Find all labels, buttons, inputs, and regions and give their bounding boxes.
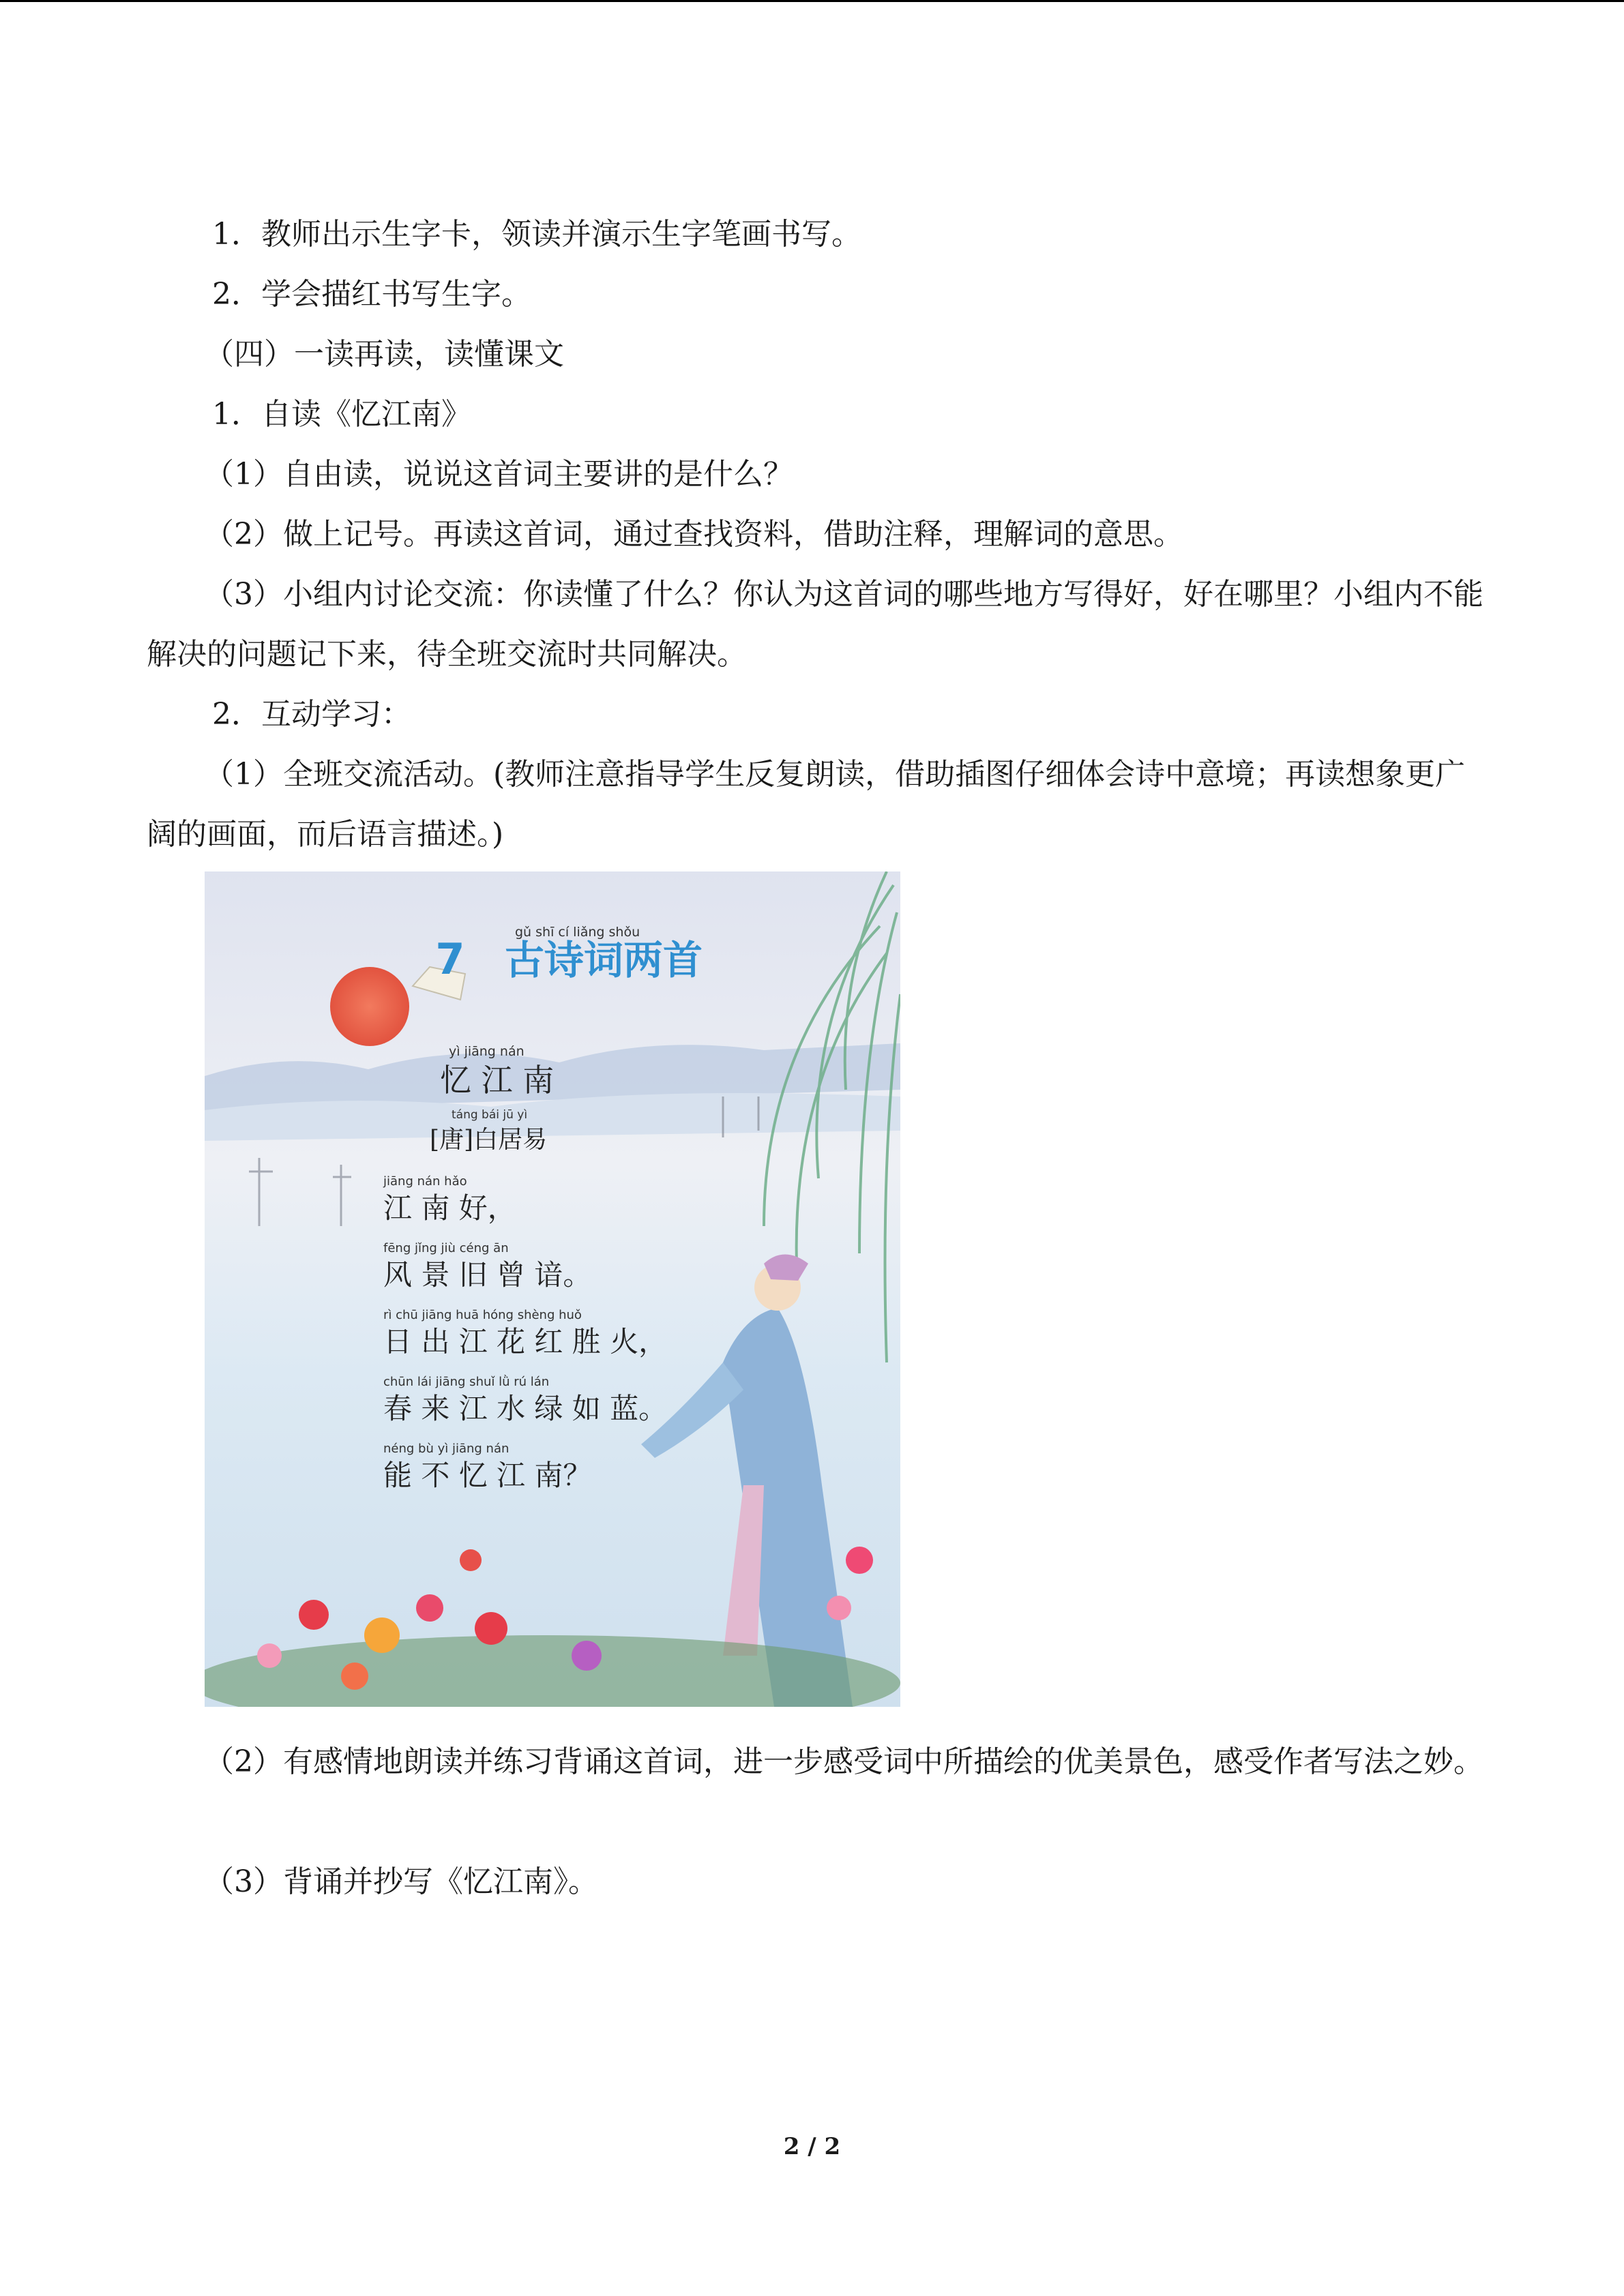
line-1-pinyin: jiāng nán hǎo (383, 1174, 467, 1189)
poem-title-pinyin: yì jiāng nán (449, 1044, 525, 1059)
poem-title: 忆 江 南 (440, 1062, 555, 1099)
lesson-title-pinyin: gǔ shī cí liǎng shǒu (515, 925, 640, 940)
author-pinyin: táng bái jū yì (452, 1108, 528, 1122)
line-5-pinyin: néng bù yì jiāng nán (383, 1442, 510, 1456)
page-number: 2 / 2 (783, 2133, 841, 2160)
line-5-text: 能 不 忆 江 南？ (383, 1459, 592, 1492)
line-3-pinyin: rì chū jiāng huā hóng shèng huǒ (383, 1308, 582, 1322)
line-2-text: 风 景 旧 曾 谙。 (383, 1258, 592, 1292)
paragraph-3: 1．自读《忆江南》 (212, 397, 471, 432)
author: [唐]白居易 (430, 1126, 548, 1154)
top-border (0, 0, 1624, 2)
paragraph-10: （3）背诵并抄写《忆江南》。 (204, 1864, 598, 1899)
paragraph-6: （3）小组内讨论交流：你读懂了什么？你认为这首词的哪些地方写得好，好在哪里？小组内不能解决的问题记下来，待全班交流时共同解决。 (147, 577, 1483, 672)
paragraph-8: （1）全班交流活动。(教师注意指导学生反复朗读，借助插图仔细体会诗中意境；再读想象更广阔的画面，而后语言描述。) (147, 757, 1466, 852)
paragraph-7: 2．互动学习： (212, 697, 411, 732)
paragraph-2: 2．学会描红书写生字。 (212, 277, 531, 312)
lesson-number: 7 (435, 934, 465, 984)
line-2-pinyin: fēng jǐng jiù céng ān (383, 1241, 509, 1255)
paragraph-5: （2）做上记号。再读这首词，通过查找资料，借助注释，理解词的意思。 (204, 517, 1183, 552)
line-4-pinyin: chūn lái jiāng shuǐ lǜ rú lán (383, 1375, 550, 1389)
section-heading: （四）一读再读，读懂课文 (204, 337, 564, 372)
paragraph-4: （1）自由读，说说这首词主要讲的是什么？ (204, 457, 793, 492)
textbook-illustration (205, 871, 900, 1707)
line-1-text: 江 南 好， (383, 1191, 516, 1225)
sun-shape (330, 967, 409, 1046)
lesson-title: 古诗词两首 (505, 937, 703, 983)
line-3-text: 日 出 江 花 红 胜 火， (383, 1325, 668, 1358)
paragraph-1: 1．教师出示生字卡，领读并演示生字笔画书写。 (212, 217, 861, 252)
line-4-text: 春 来 江 水 绿 如 蓝。 (383, 1392, 668, 1425)
paragraph-9: （2）有感情地朗读并练习背诵这首词，进一步感受词中所描绘的优美景色，感受作者写法之妙。 (204, 1744, 1483, 1779)
